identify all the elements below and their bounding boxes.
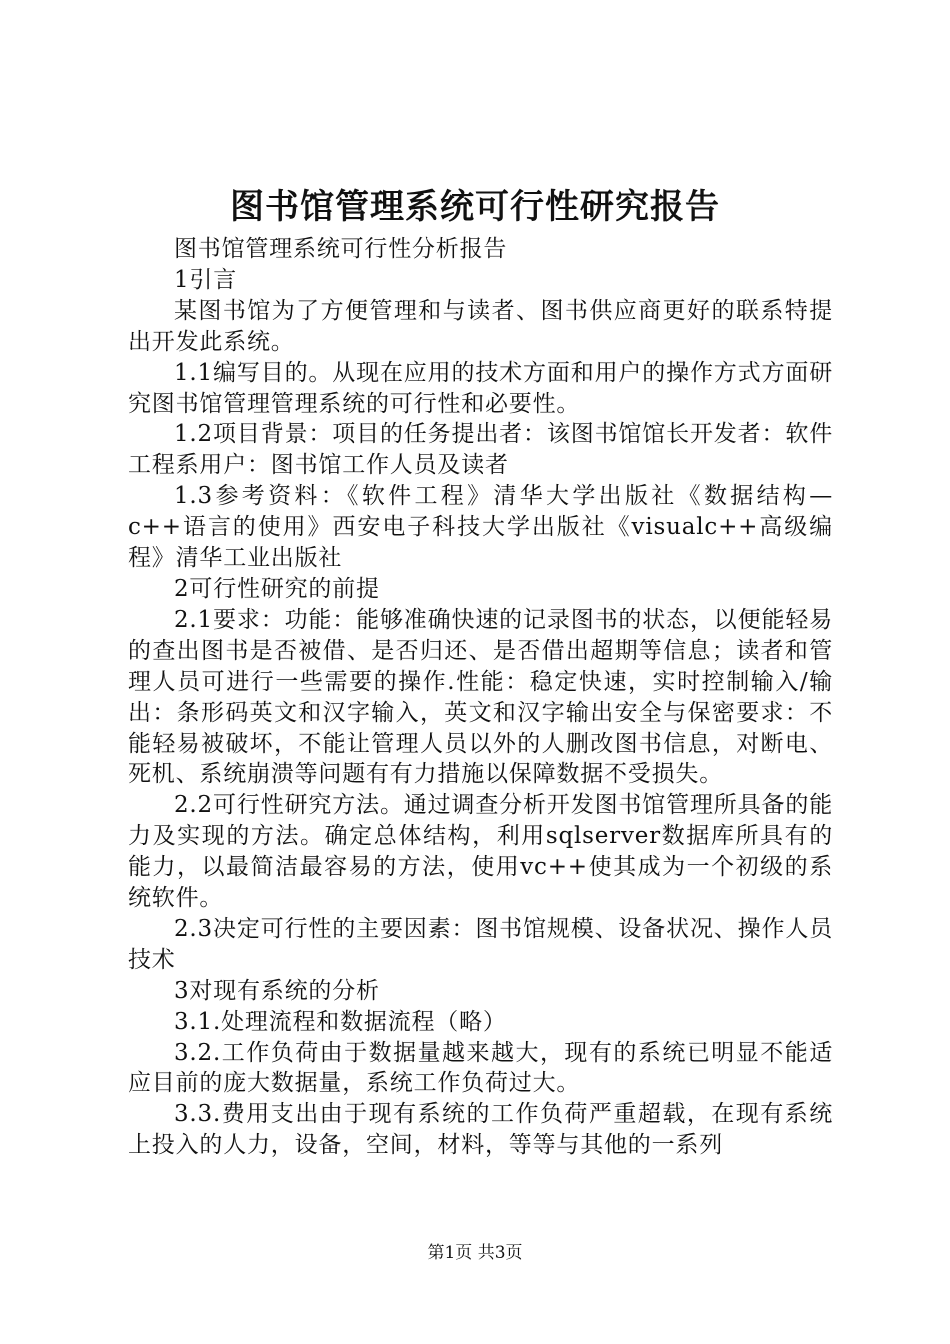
paragraph-method: 2.2可行性研究方法。通过调查分析开发图书馆管理所具备的能力及实现的方法。确定总体结构，利用sqlserver数据库所具有的能力，以最简洁最容易的方法，使用vc++使其成为一个初级的系统软件。 [128,792,833,912]
document-title: 图书馆管理系统可行性研究报告 [230,187,720,227]
section-heading-current-system: 3对现有系统的分析 [174,977,380,1004]
paragraph-purpose: 1.1编写目的。从现在应用的技术方面和用户的操作方式方面研究图书馆管理管理系统的可行性和必要性。 [128,359,833,417]
paragraph-expenses: 3.3.费用支出由于现有系统的工作负荷严重超载，在现有系统上投入的人力，设备，空间，材料，等等与其他的一系列 [128,1101,833,1159]
paragraph-factors: 2.3决定可行性的主要因素：图书馆规模、设备状况、操作人员技术 [128,915,833,973]
paragraph-report-title: 图书馆管理系统可行性分析报告 [174,236,508,262]
paragraph-process-flow: 3.1.处理流程和数据流程（略） [174,1008,507,1035]
paragraph-background: 1.2项目背景：项目的任务提出者：该图书馆馆长开发者：软件工程系用户：图书馆工作人员及读者 [128,421,833,479]
paragraph-workload: 3.2.工作负荷由于数据量越来越大，现有的系统已明显不能适应目前的庞大数据量，系统工作负荷过大。 [128,1039,833,1097]
document-body [128,234,833,1161]
paragraph-requirements: 2.1要求：功能：能够准确快速的记录图书的状态，以便能轻易的查出图书是否被借、是否归还、是否借出超期等信息；读者和管理人员可进行一些需要的操作.性能：稳定快速，实时控制输入/输出：条形码英文和汉字输入，英文和汉字输出安全与保密要求：不能轻易被破坏，不能让管理人员以外的人删改图书信息，对断电、死机、系统崩溃等问题有有力措施以保障数据不受损失。 [128,606,833,788]
paragraph-references: 1.3参考资料：《软件工程》清华大学出版社《数据结构—c++语言的使用》西安电子科技大学出版社《visualc++高级编程》清华工业出版社 [128,483,833,572]
section-heading-premise: 2可行性研究的前提 [174,575,380,602]
section-heading-introduction: 1引言 [174,266,238,293]
paragraph-introduction: 某图书馆为了方便管理和与读者、图书供应商更好的联系特提出开发此系统。 [128,297,833,355]
page-footer: 第1页 共3页 [427,1243,523,1263]
